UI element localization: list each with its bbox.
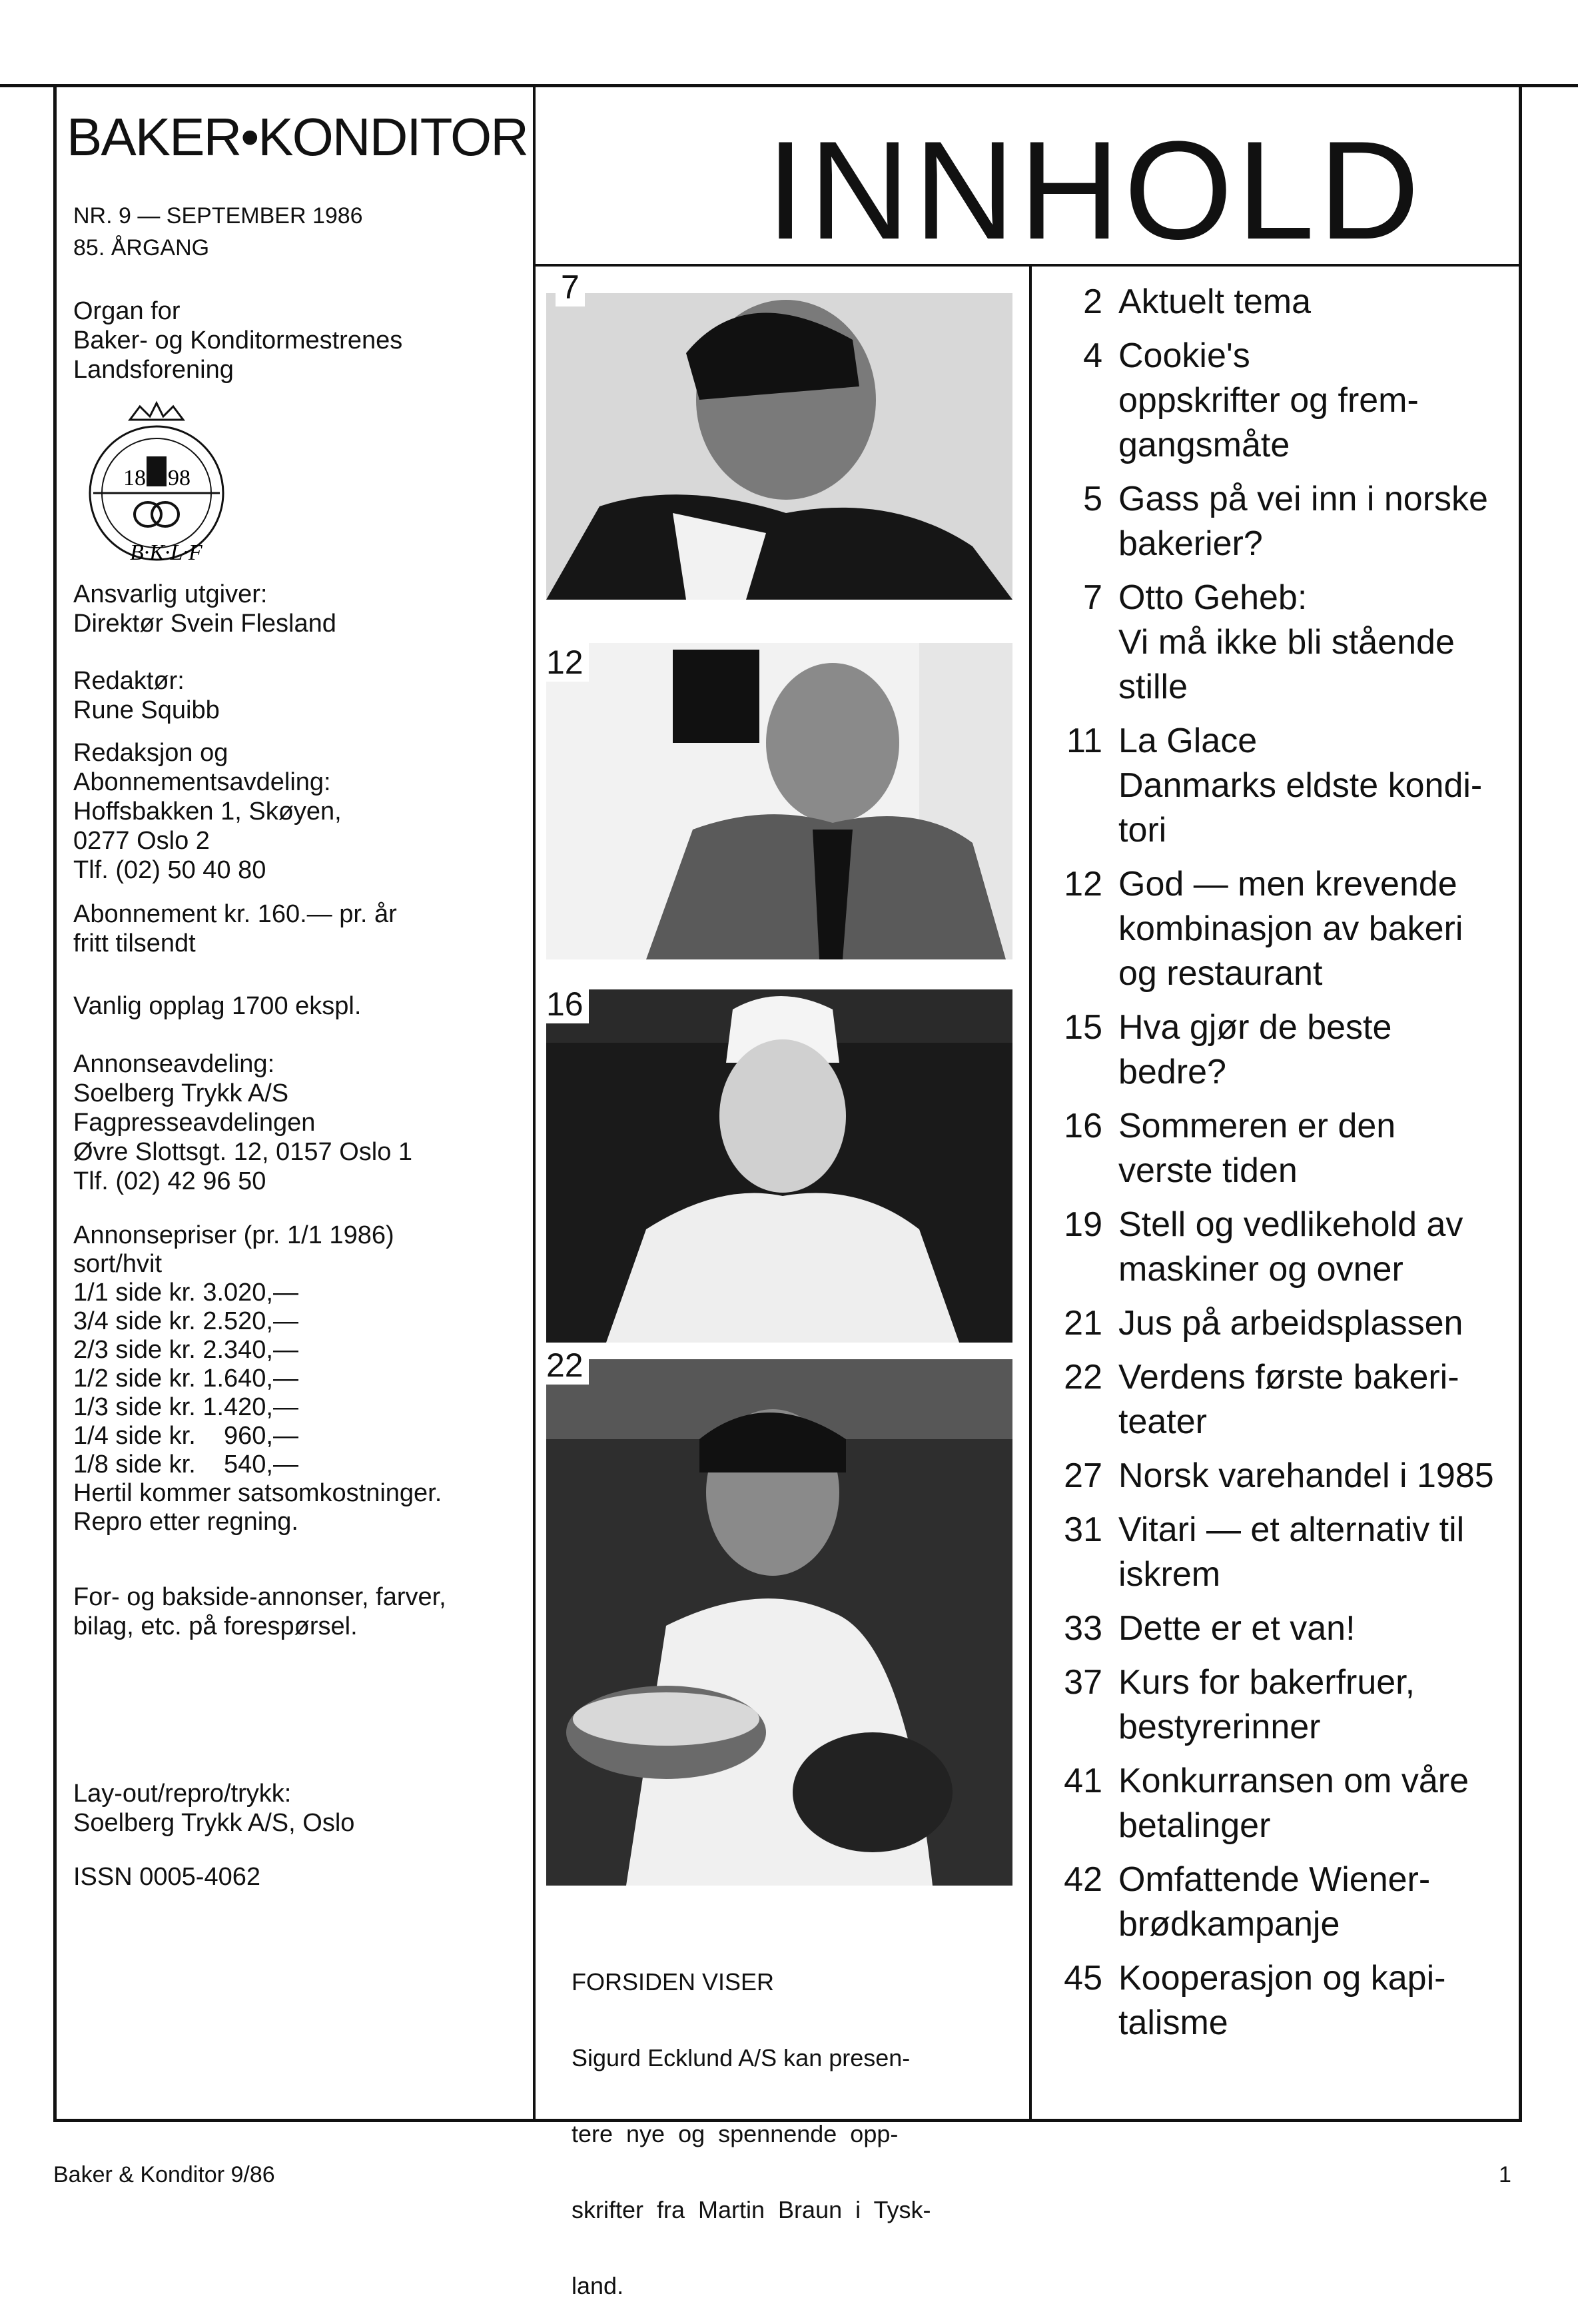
price-line: 2/3 side kr. 2.340,—	[73, 1336, 298, 1364]
price-line: 1/3 side kr. 1.420,—	[73, 1393, 298, 1421]
editorial-line: 0277 Oslo 2	[73, 827, 210, 855]
photo-number: 7	[556, 268, 585, 306]
prices-block	[73, 1221, 442, 1536]
issn: ISSN 0005-4062	[73, 1863, 260, 1891]
toc-page-number: 7	[1083, 578, 1102, 617]
page-title: INNHOLD	[766, 112, 1424, 269]
toc-page-number: 45	[1064, 1959, 1102, 1998]
toc-page-number: 12	[1064, 865, 1102, 903]
toc-title-line: brødkampanje	[1118, 1905, 1340, 1944]
toc-entry[interactable]	[1036, 1454, 1515, 1498]
toc-entry[interactable]	[1036, 280, 1515, 324]
price-line: 1/4 side kr. 960,—	[73, 1422, 298, 1450]
toc-title-line: Aktuelt tema	[1118, 283, 1312, 321]
caption-line: skrifter fra Martin Braun i Tysk-	[572, 2196, 931, 2223]
organ-line: Organ for	[73, 297, 181, 325]
photo-number: 16	[541, 985, 589, 1023]
toc-page-number: 33	[1064, 1609, 1102, 1648]
photo-man-suit	[546, 643, 1012, 959]
toc-page-number: 11	[1066, 722, 1102, 760]
toc-title-line: bedre?	[1118, 1053, 1226, 1091]
print-block	[73, 1779, 354, 1838]
toc-entry[interactable]	[1036, 862, 1515, 996]
toc-title-line: Kooperasjon og kapi-	[1118, 1959, 1446, 1998]
toc-title-line: Otto Geheb:	[1118, 578, 1308, 617]
toc-title-line: betalinger	[1118, 1806, 1271, 1845]
print-line: Lay-out/repro/trykk:	[73, 1780, 292, 1808]
organ-block	[73, 296, 402, 384]
toc-page-number: 27	[1064, 1456, 1102, 1495]
toc-title-line: Hva gjør de beste	[1118, 1008, 1392, 1047]
toc-page-number: 41	[1064, 1762, 1102, 1800]
toc-title-line: Vitari — et alternativ til	[1118, 1510, 1465, 1549]
toc-page-number: 22	[1064, 1358, 1102, 1397]
photo-baker-hat	[546, 989, 1012, 1343]
editorial-line: Tlf. (02) 50 40 80	[73, 856, 266, 884]
toc-title-line: Norsk varehandel i 1985	[1118, 1456, 1494, 1495]
print-line: Soelberg Trykk A/S, Oslo	[73, 1809, 355, 1837]
toc-page-number: 15	[1064, 1008, 1102, 1047]
toc-page-number: 31	[1064, 1510, 1102, 1549]
toc-title-line: Verdens første bakeri-	[1118, 1358, 1459, 1397]
frame-right-rule	[1519, 84, 1522, 2121]
price-line: Hertil kommer satsomkostninger.	[73, 1479, 442, 1507]
price-line: 1/1 side kr. 3.020,—	[73, 1279, 298, 1307]
toc-title-line: talisme	[1118, 2004, 1228, 2042]
toc-title-line: Omfattende Wiener-	[1118, 1860, 1431, 1899]
logo-year-left: 18	[123, 466, 146, 490]
circulation: Vanlig opplag 1700 ekspl.	[73, 992, 362, 1020]
toc-title-line: gangsmåte	[1118, 426, 1290, 464]
toc-title-line: maskiner og ovner	[1118, 1250, 1403, 1289]
toc-title-line: Gass på vei inn i norske	[1118, 480, 1488, 518]
issue-volume: 85. ÅRGANG	[73, 235, 210, 261]
portrait-image	[546, 1359, 1012, 1886]
association-logo	[67, 393, 246, 573]
publisher-line: Direktør Svein Flesland	[73, 610, 336, 638]
ads-line: Fagpresseavdelingen	[73, 1109, 316, 1137]
subscription-line: fritt tilsendt	[73, 929, 196, 957]
toc-entry[interactable]	[1036, 1660, 1515, 1750]
toc-title-line: tori	[1118, 811, 1167, 850]
ads-line: Øvre Slottsgt. 12, 0157 Oslo 1	[73, 1138, 413, 1166]
toc-title-line: Sommeren er den	[1118, 1107, 1396, 1145]
toc-entry[interactable]	[1036, 1301, 1515, 1346]
toc-page-number: 19	[1064, 1205, 1102, 1244]
toc-title-line: Jus på arbeidsplassen	[1118, 1304, 1463, 1343]
toc-entry[interactable]	[1036, 1508, 1515, 1597]
toc-entry[interactable]	[1036, 1606, 1515, 1651]
toc-title-line: Dette er et van!	[1118, 1609, 1356, 1648]
caption-line: tere nye og spennende opp-	[572, 2120, 899, 2147]
price-line: 1/2 side kr. 1.640,—	[73, 1365, 298, 1393]
subscription-line: Abonnement kr. 160.— pr. år	[73, 900, 397, 928]
logo-year-right: 98	[168, 466, 191, 490]
toc-title-line: Konkurransen om våre	[1118, 1762, 1469, 1800]
photo-number: 22	[541, 1346, 589, 1385]
toc-title-line: stille	[1118, 668, 1188, 706]
price-line: 3/4 side kr. 2.520,—	[73, 1307, 298, 1335]
toc-title-line: kombinasjon av bakeri	[1118, 909, 1463, 948]
cover-caption-block	[572, 1919, 931, 2324]
editorial-line: Redaksjon og	[73, 739, 228, 767]
editor-line: Rune Squibb	[73, 696, 220, 724]
covers-block	[73, 1582, 446, 1641]
toc-title-line: bakerier?	[1118, 524, 1263, 563]
toc-title-line: verste tiden	[1118, 1151, 1298, 1190]
toc-title-line: oppskrifter og frem-	[1118, 381, 1419, 420]
photo-baker-bread	[546, 1359, 1012, 1886]
page-number: 1	[1499, 2162, 1511, 2187]
issue-info	[73, 200, 363, 264]
toc-title-line: Danmarks eldste kondi-	[1118, 766, 1483, 805]
toc-title-line: Stell og vedlikehold av	[1118, 1205, 1463, 1244]
toc-entry[interactable]	[1036, 477, 1515, 566]
toc-page-number: 5	[1083, 480, 1102, 518]
subscription-block	[73, 899, 397, 958]
toc-title-line: Vi må ikke bli stående	[1118, 623, 1455, 662]
toc-page-number: 37	[1064, 1663, 1102, 1702]
toc-title-line: iskrem	[1118, 1555, 1221, 1594]
price-line: Repro etter regning.	[73, 1508, 298, 1536]
organ-line: Baker- og Konditormestrenes	[73, 326, 403, 354]
toc-page-number: 4	[1083, 336, 1102, 375]
toc-entry[interactable]	[1036, 1759, 1515, 1848]
photo-number: 12	[541, 643, 589, 682]
organ-line: Landsforening	[73, 356, 234, 384]
portrait-image	[546, 989, 1012, 1343]
toc-entry[interactable]	[1036, 1005, 1515, 1095]
ads-line: Soelberg Trykk A/S	[73, 1079, 289, 1107]
editorial-block	[73, 738, 342, 885]
photo-otto-geheb	[546, 293, 1012, 600]
toc-title-line: La Glace	[1118, 722, 1258, 760]
toc-page-number: 2	[1083, 283, 1102, 321]
toc-entry[interactable]	[1036, 1355, 1515, 1445]
editorial-line: Hoffsbakken 1, Skøyen,	[73, 798, 342, 826]
issue-number: NR. 9 — SEPTEMBER 1986	[73, 203, 363, 229]
editorial-line: Abonnementsavdeling:	[73, 768, 331, 796]
toc-entry[interactable]	[1036, 1956, 1515, 2045]
caption-line: Sigurd Ecklund A/S kan presen-	[572, 2044, 911, 2071]
publisher-block	[73, 580, 336, 638]
toc-entry[interactable]	[1036, 719, 1515, 853]
caption-line: land.	[572, 2272, 624, 2299]
frame-left-rule	[53, 84, 57, 2121]
price-line: Annonsepriser (pr. 1/1 1986)	[73, 1221, 394, 1249]
toc-entry[interactable]	[1036, 1104, 1515, 1193]
top-rule	[0, 84, 1578, 87]
portrait-image	[546, 293, 1012, 600]
footer-publication: Baker & Konditor 9/86	[53, 2162, 275, 2187]
price-line: 1/8 side kr. 540,—	[73, 1451, 298, 1478]
toc-title-line: Cookie's	[1118, 336, 1250, 375]
portrait-image	[546, 643, 1012, 959]
toc-entry[interactable]	[1036, 576, 1515, 710]
price-line: sort/hvit	[73, 1250, 163, 1278]
editor-block	[73, 666, 220, 725]
logo-initials: B·K·L·F	[130, 540, 202, 565]
toc-entry[interactable]	[1036, 334, 1515, 468]
covers-line: For- og bakside-annonser, farver,	[73, 1583, 446, 1611]
ads-block	[73, 1049, 412, 1196]
toc-title-line: bestyrerinner	[1118, 1708, 1321, 1746]
table-of-contents	[1036, 280, 1515, 2055]
caption-title: FORSIDEN VISER	[572, 1968, 775, 1996]
toc-entry[interactable]	[1036, 1203, 1515, 1292]
editor-line: Redaktør:	[73, 667, 185, 695]
masthead: BAKER•KONDITOR	[67, 107, 528, 167]
covers-line: bilag, etc. på forespørsel.	[73, 1612, 358, 1640]
column-divider-right	[1029, 264, 1032, 2121]
ads-line: Tlf. (02) 42 96 50	[73, 1167, 266, 1195]
toc-page-number: 21	[1064, 1304, 1102, 1343]
ads-line: Annonseavdeling:	[73, 1050, 275, 1078]
toc-title-line: Kurs for bakerfruer,	[1118, 1663, 1415, 1702]
toc-title-line: og restaurant	[1118, 954, 1323, 993]
toc-title-line: teater	[1118, 1403, 1207, 1441]
toc-entry[interactable]	[1036, 1858, 1515, 1947]
publisher-line: Ansvarlig utgiver:	[73, 580, 268, 608]
column-divider-left	[533, 84, 536, 2121]
toc-page-number: 42	[1064, 1860, 1102, 1899]
toc-page-number: 16	[1064, 1107, 1102, 1145]
toc-title-line: God — men krevende	[1118, 865, 1457, 903]
